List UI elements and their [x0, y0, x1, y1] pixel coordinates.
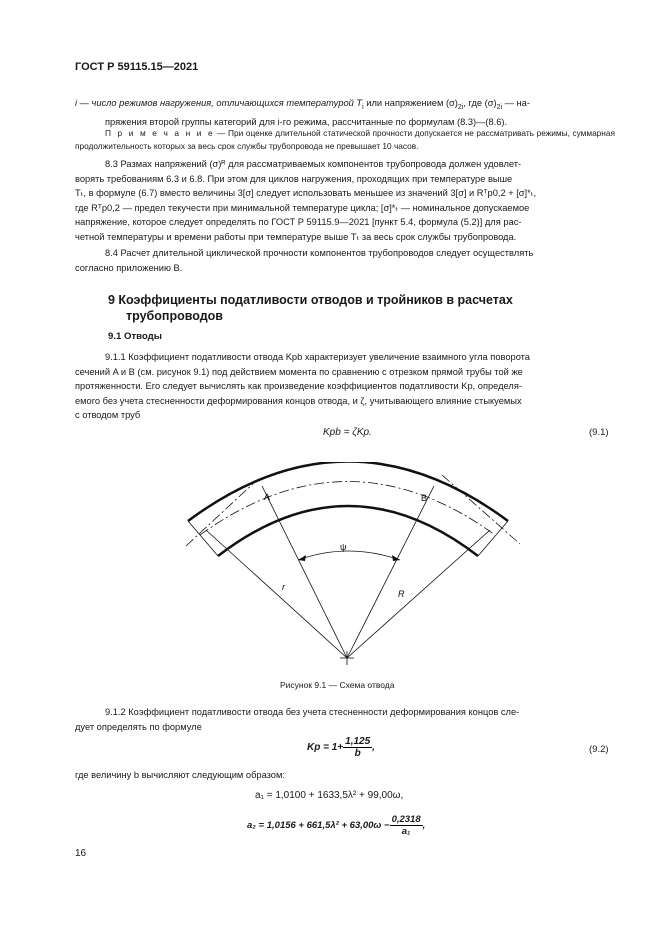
i-def-sub2: 2i [457, 103, 464, 111]
p84-l1: 8.4 Расчет длительной циклической прочности компонентов трубопроводов следует осуществлять [105, 248, 534, 258]
p83-l3: Tₜ, в формуле (6.7) вместо величины 3[σ] следует использовать меньшее из значений 3[σ] и Rᵀp0,2 + [σ]*ₜ, [75, 188, 537, 199]
label-r: r [282, 582, 285, 592]
formula-9-2-number: (9.2) [589, 744, 609, 755]
paragraph-8-4 [75, 246, 615, 275]
bend-figure [180, 462, 520, 672]
i-def-sub: i [362, 103, 364, 111]
p911-l4: емого без учета стесненности деформирования концов отвода, и ζ, учитывающего влияние стыкуемых [75, 395, 522, 406]
p911-l2: сечений A и B (см. рисунок 9.1) под действием момента по сравнению с отрезком прямой трубы той же [75, 366, 523, 377]
paragraph-9-1-1 [75, 350, 615, 423]
p911-l3: протяженности. Его следует вычислять как произведение коэффициентов податливости Kp, определя- [75, 381, 522, 392]
p911-l5: с отводом труб [75, 410, 141, 421]
p83-l2: ворять требованиям 6.3 и 6.8. При этом для циклов нагружения, проходящих при температуре выше [75, 173, 513, 184]
i-definition [75, 96, 615, 130]
end-cap-left [188, 521, 218, 556]
label-a: A [264, 492, 271, 502]
section-9-title-l1: 9 Коэффициенты податливости отводов и тройников в расчетах [108, 293, 513, 307]
page-number: 16 [75, 848, 87, 859]
formula-9-1-number: (9.1) [589, 427, 609, 438]
i-def-sub3: 2i [496, 103, 503, 111]
formula-a2-fraction [390, 814, 423, 837]
note [75, 127, 615, 153]
i-def-end: , где (σ) [463, 98, 497, 108]
formula-a2-tail: , [422, 820, 426, 831]
formula-a2-lhs: a₂ = 1,0156 + 661,5λ² + 63,00ω − [247, 820, 390, 831]
psi-arrow-left [298, 555, 306, 561]
note-label: П р и м е ч а н и е [105, 128, 215, 138]
inner-arc [218, 506, 478, 556]
p84-l2: согласно приложению В. [75, 262, 183, 273]
p83-l6: четной температуры и времени работы при температуре выше Tₜ за весь срок службы трубопровода. [75, 231, 517, 242]
label-R: R [398, 589, 405, 599]
psi-arc [298, 551, 400, 560]
paragraph-9-1-2 [75, 705, 615, 734]
centerline-arc [200, 482, 495, 536]
formula-9-1: Kpb = ζKp. [323, 427, 372, 438]
formula-9-2-lhs: Kp = 1+ [307, 742, 344, 753]
formula-a2-den: a₁ [401, 826, 411, 837]
section-9-title-l2: трубопроводов [126, 309, 223, 323]
p83-l4: где Rᵀp0,2 — предел текучести при минимальной температуре цикла; [σ]*ₜ — номинальное допускаемое [75, 202, 530, 213]
formula-a2-num: 0,2318 [391, 814, 421, 825]
i-def-line2: пряжения второй группы категорий для i-го режима, рассчитанные по формулам (8.3)—(8.6). [105, 117, 508, 128]
i-def-line1: i — число режимов нагружения, отличающихся температурой T [75, 98, 363, 108]
formula-9-2-num: 1,125 [345, 736, 371, 747]
end-cap-right [478, 521, 508, 556]
formula-9-2-den: b [354, 748, 361, 759]
p912-l2: дует определять по формуле [75, 721, 202, 732]
note-text: — При оценке длительной статической прочности допускается не рассматривать режимы, суммарная продолжительность которых за весь срок службы трубопровода не превышает 10 часов. [75, 128, 615, 151]
document-header: ГОСТ Р 59115.15—2021 [75, 61, 199, 73]
p912-l1: 9.1.2 Коэффициент податливости отвода без учета стесненности деформирования концов сле- [105, 707, 520, 717]
radius-line-right [347, 530, 490, 658]
formula-9-2 [307, 736, 375, 759]
paragraph-8-3 [75, 157, 615, 245]
radius-line-left [206, 530, 347, 658]
i-def-mid: или напряжением (σ) [363, 98, 458, 108]
p83-l5: напряжение, которое следует определять по ГОСТ Р 59115.9—2021 [пункт 5.4, формула (5.2)] для рас- [75, 217, 522, 228]
p83-l1: 8.3 Размах напряжений (σ)ᴿ для рассматриваемых компонентов трубопровода должен удовлет- [105, 159, 522, 169]
formula-9-2-tail: , [372, 742, 375, 753]
where-b-text: где величину b вычисляют следующим образом: [75, 770, 285, 780]
label-b: B [421, 493, 428, 503]
formula-a1: a₁ = 1,0100 + 1633,5λ² + 99,00ω, [255, 790, 404, 801]
section-9-title [108, 292, 588, 324]
p911-l1: 9.1.1 Коэффициент податливости отвода Kpb характеризует увеличение взаимного угла поворота [105, 352, 530, 362]
label-psi: ψ [340, 542, 347, 552]
figure-caption: Рисунок 9.1 — Схема отвода [280, 680, 395, 690]
section-9-1-title: 9.1 Отводы [108, 331, 162, 342]
i-def-tail: — на- [502, 98, 530, 108]
formula-9-2-fraction [343, 736, 372, 759]
formula-a2 [247, 814, 425, 837]
